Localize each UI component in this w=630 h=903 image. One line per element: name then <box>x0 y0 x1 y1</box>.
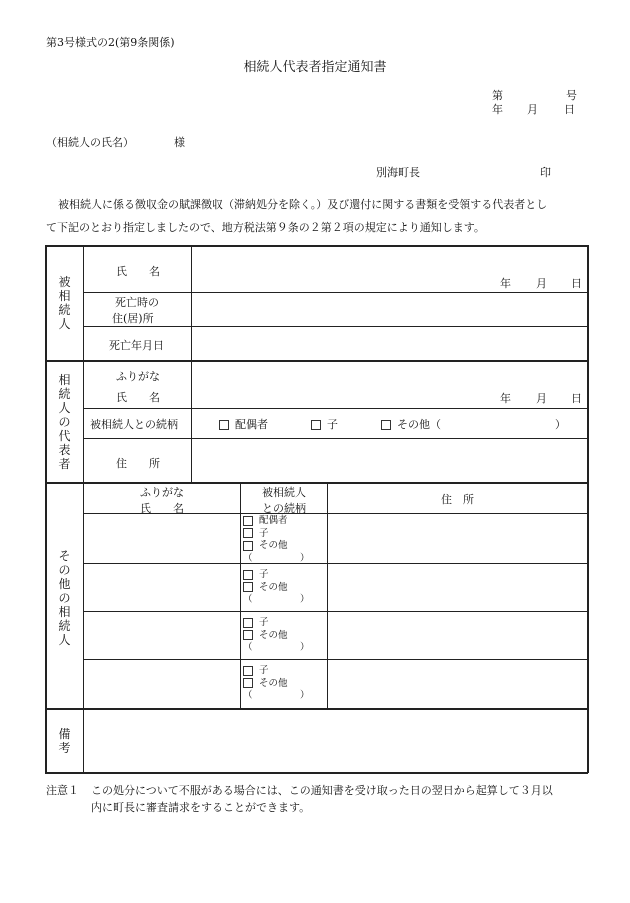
seal-mark: 印 <box>540 166 551 179</box>
body-text-line1: 被相続人に係る徴収金の賦課徴収（滞納処分を除く。）及び還付に関する書類を受領する代表者とし <box>58 198 548 211</box>
checkbox-icon[interactable] <box>243 541 253 551</box>
issue-date-year: 年 <box>492 103 503 116</box>
death-date-label: 死亡年月日 <box>109 339 164 352</box>
other-heirs-section-label: そ の 他 の 相 続 人 <box>58 549 71 647</box>
representative-date-month: 月 <box>536 392 547 405</box>
checkbox-icon[interactable] <box>243 528 253 538</box>
form-number: 第3号様式の2(第9条関係) <box>46 36 175 49</box>
representative-date-day: 日 <box>571 392 582 405</box>
checkbox-icon[interactable] <box>243 678 253 688</box>
representative-furigana-label: ふりがな <box>116 370 160 383</box>
addressee-suffix: 様 <box>174 136 185 149</box>
issue-date-day: 日 <box>564 103 575 116</box>
checkbox-icon[interactable] <box>243 666 253 676</box>
checkbox-icon[interactable] <box>381 420 391 430</box>
decedent-date-day: 日 <box>571 277 582 290</box>
relation-option-child[interactable]: 子 <box>311 416 338 432</box>
addressee-label: （相続人の氏名） <box>46 136 134 149</box>
checkbox-icon[interactable] <box>243 630 253 640</box>
decedent-date-month: 月 <box>536 277 547 290</box>
issue-date-month: 月 <box>527 103 538 116</box>
notice-line1: この処分について不服がある場合には、この通知書を受け取った日の翌日から起算して３月以 <box>91 784 553 797</box>
decedent-name-label: 氏 名 <box>116 265 160 278</box>
relation-option-other[interactable]: その他（ <box>381 416 441 432</box>
decedent-address-label-1: 死亡時の <box>115 296 159 309</box>
checkbox-icon[interactable] <box>243 516 253 526</box>
others-col-name-header: ふりがな 氏 名 <box>140 486 184 515</box>
checkbox-icon[interactable] <box>243 570 253 580</box>
others-col-address-header: 住 所 <box>441 493 474 506</box>
checkbox-icon[interactable] <box>243 582 253 592</box>
decedent-date-year: 年 <box>500 277 511 290</box>
representative-date-year: 年 <box>500 392 511 405</box>
others-row4-relation-options[interactable]: 子 その他 （ ） <box>243 665 310 701</box>
number-prefix: 第 <box>492 89 503 102</box>
body-text-line2: て下記のとおり指定しましたので、地方税法第９条の２第２項の規定により通知します。 <box>46 221 485 234</box>
page-title: 相続人代表者指定通知書 <box>243 60 387 75</box>
others-row1-relation-options[interactable]: 配偶者 子 その他 （ ） <box>243 515 310 564</box>
others-row3-relation-options[interactable]: 子 その他 （ ） <box>243 617 310 653</box>
representative-section-label: 相 続 人 の 代 表 者 <box>58 373 71 471</box>
number-suffix: 号 <box>566 89 577 102</box>
representative-name-label: 氏 名 <box>116 391 160 404</box>
notice-line2: 内に町長に審査請求をすることができます。 <box>91 801 311 814</box>
checkbox-icon[interactable] <box>311 420 321 430</box>
checkbox-icon[interactable] <box>243 618 253 628</box>
remarks-section-label: 備 考 <box>58 727 71 755</box>
notice-label: 注意１ <box>46 784 79 797</box>
relation-option-spouse[interactable]: 配偶者 <box>219 416 268 432</box>
issuer-name: 別海町長 <box>376 166 420 179</box>
relation-label: 被相続人との続柄 <box>90 418 178 431</box>
representative-address-label: 住 所 <box>116 457 160 470</box>
decedent-address-label-2: 住(居)所 <box>112 312 154 325</box>
others-col-relation-header: 被相続人 との続柄 <box>262 486 306 515</box>
checkbox-icon[interactable] <box>219 420 229 430</box>
decedent-section-label: 被 相 続 人 <box>58 275 71 331</box>
relation-other-close: ） <box>555 418 566 431</box>
others-row2-relation-options[interactable]: 子 その他 （ ） <box>243 569 310 605</box>
